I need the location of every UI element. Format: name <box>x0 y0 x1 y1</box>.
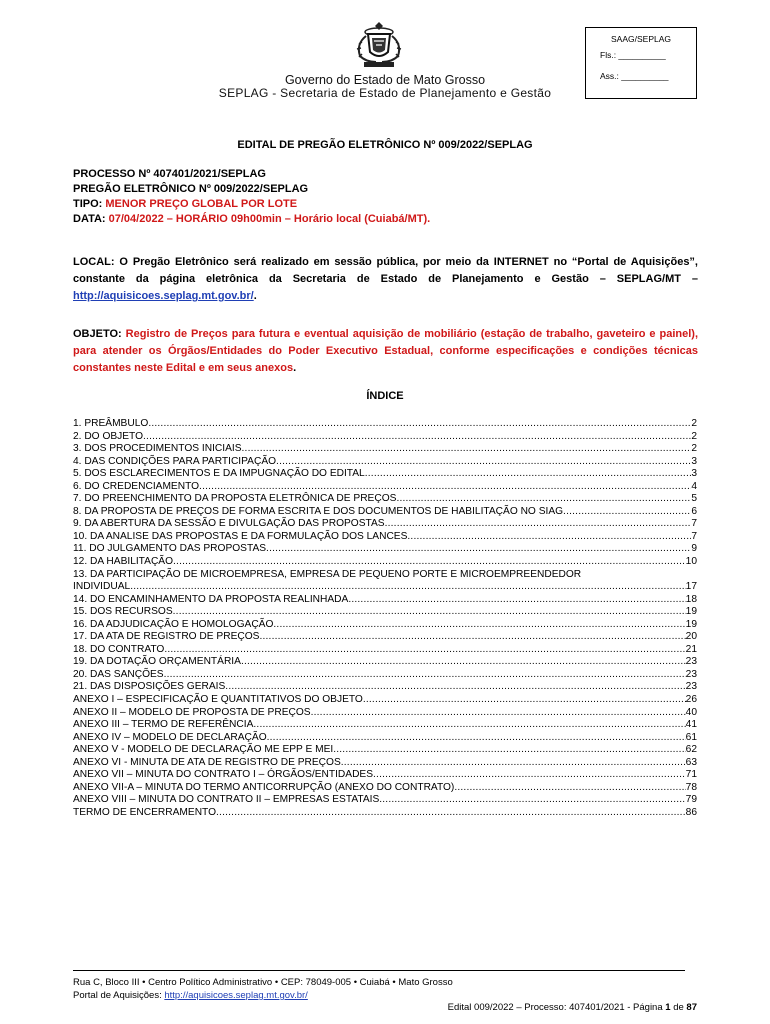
toc-item-label: ANEXO VI - MINUTA DE ATA DE REGISTRO DE PREÇOS <box>73 756 341 768</box>
toc-item[interactable] <box>73 707 697 720</box>
toc-item-page: 4 <box>691 480 697 492</box>
toc-item-page: 62 <box>685 744 697 756</box>
toc-item-page: 20 <box>685 631 697 643</box>
data-label: DATA: <box>73 213 109 225</box>
local-paragraph <box>73 254 698 305</box>
toc-leader-dots <box>266 543 691 556</box>
toc-item-label: 3. DOS PROCEDIMENTOS INICIAIS <box>73 443 242 455</box>
toc-item[interactable] <box>73 543 697 556</box>
toc-item-label: 12. DA HABILITAÇÃO <box>73 556 174 568</box>
toc-item-label: 2. DO OBJETO <box>73 430 144 442</box>
toc-item-label: 17. DA ATA DE REGISTRO DE PREÇOS <box>73 631 260 643</box>
toc-item-label: ANEXO III – TERMO DE REFERÊNCIA <box>73 719 254 731</box>
toc-item[interactable] <box>73 644 697 657</box>
toc-leader-dots <box>379 794 685 807</box>
toc-leader-dots <box>311 707 686 720</box>
toc-item-page: 78 <box>685 781 697 793</box>
toc-leader-dots <box>130 581 685 594</box>
toc-leader-dots <box>385 518 692 531</box>
toc-item-page: 23 <box>685 668 697 680</box>
data-value: 07/04/2022 – HORÁRIO 09h00min – Horário local (Cuiabá/MT). <box>108 213 431 225</box>
toc-item-label: 1. PREÂMBULO <box>73 418 149 429</box>
toc-leader-dots <box>259 631 685 644</box>
toc-leader-dots <box>365 468 692 481</box>
objeto-end: . <box>293 362 297 374</box>
objeto-text: Registro de Preços para futura e eventual aquisição de mobiliário (estação de trabalho, gaveteiro e painel), para atender os Órgãos/Entidades do Poder Executivo Estadual, conforme especificações e condições técnicas constantes neste Edital e em seus anexos <box>73 328 698 374</box>
toc-item-page: 7 <box>691 530 697 542</box>
toc-item[interactable] <box>73 656 697 669</box>
toc-item-label: 18. DO CONTRATO <box>73 643 165 655</box>
toc-item-page: 2 <box>691 418 697 429</box>
toc-item[interactable] <box>73 619 697 632</box>
tipo-line <box>73 197 430 212</box>
toc-item-prefix[interactable]: 13. DA PARTICIPAÇÃO DE MICROEMPRESA, EMPRESA DE PEQUENO PORTE E MICROEMPREENDEDOR <box>73 568 582 580</box>
toc-item-page: 40 <box>685 706 697 718</box>
toc-leader-dots <box>164 669 686 682</box>
toc-item[interactable] <box>73 782 697 795</box>
pregao-number: PREGÃO ELETRÔNICO Nº 009/2022/SEPLAG <box>73 183 309 195</box>
toc-leader-dots <box>407 531 691 544</box>
toc-item-page: 19 <box>685 618 697 630</box>
toc-item-page: 63 <box>685 756 697 768</box>
portal-link[interactable]: http://aquisicoes.seplag.mt.gov.br/ <box>73 290 254 302</box>
process-info-block <box>73 167 430 227</box>
footer-page-total: 87 <box>686 1002 697 1013</box>
toc-item[interactable] <box>73 443 697 456</box>
local-text: O Pregão Eletrônico será realizado em sessão pública, por meio da INTERNET no “Portal de Aquisições”, constante da página eletrônica da Secretaria de Estado de Planejamento e Gestão – SEPLAG/MT – <box>73 256 698 285</box>
toc-item-label: 20. DAS SANÇÕES <box>73 668 164 680</box>
toc-leader-dots <box>333 744 685 757</box>
toc-item-page: 19 <box>685 606 697 618</box>
toc-item-page: 21 <box>685 643 697 655</box>
tipo-value: MENOR PREÇO GLOBAL POR LOTE <box>105 198 298 210</box>
toc-item-label: ANEXO IV – MODELO DE DECLARAÇÃO <box>73 731 267 743</box>
toc-item[interactable] <box>73 719 697 732</box>
toc-item-label: ANEXO VII-A – MINUTA DO TERMO ANTICORRUPÇÃO (ANEXO DO CONTRATO) <box>73 781 455 793</box>
edital-title: EDITAL DE PREGÃO ELETRÔNICO Nº 009/2022/SEPLAG <box>237 139 533 151</box>
toc-item[interactable] <box>73 481 697 494</box>
toc-item-page: 71 <box>685 769 697 781</box>
toc-item[interactable] <box>73 518 697 531</box>
footer-address: Rua C, Bloco III • Centro Político Administrativo • CEP: 78049-005 • Cuiabá • Mato Grosso <box>73 977 453 988</box>
toc-item[interactable] <box>73 669 697 682</box>
toc-item[interactable] <box>73 493 697 506</box>
toc-leader-dots <box>341 757 686 770</box>
toc-item-page: 2 <box>691 430 697 442</box>
toc-leader-dots <box>241 656 686 669</box>
local-label: LOCAL: <box>73 256 115 268</box>
toc-item[interactable] <box>73 694 697 707</box>
footer-page-mid: de <box>670 1002 687 1013</box>
toc-item-page: 7 <box>691 518 697 530</box>
stamp-pages-field: Fls.: __________ <box>600 50 666 60</box>
toc-item[interactable] <box>73 581 697 594</box>
toc-item-page: 79 <box>685 794 697 806</box>
footer-page-current: 1 <box>665 1002 671 1013</box>
toc-item-page: 2 <box>691 443 697 455</box>
data-line <box>73 212 430 227</box>
toc-leader-dots <box>396 493 691 506</box>
toc-item-label: 14. DO ENCAMINHAMENTO DA PROPOSTA REALINHADA <box>73 593 349 605</box>
toc-item[interactable] <box>73 732 697 745</box>
toc-item-page: 3 <box>691 468 697 480</box>
toc-item-page: 23 <box>685 681 697 693</box>
toc-item[interactable] <box>73 418 697 431</box>
toc-leader-dots <box>148 418 691 431</box>
toc-item-label: TERMO DE ENCERRAMENTO <box>73 806 217 818</box>
toc-leader-dots <box>173 606 686 619</box>
toc-item-page: 86 <box>685 806 697 818</box>
toc-leader-dots <box>348 594 685 607</box>
toc-leader-dots <box>173 556 686 569</box>
toc-item-label: 7. DO PREENCHIMENTO DA PROPOSTA ELETRÔNICA DE PREÇOS <box>73 493 397 505</box>
government-title: Governo do Estado de Mato Grosso <box>284 73 486 87</box>
toc-item-label: ANEXO VIII – MINUTA DO CONTRATO II – EMPRESAS ESTATAIS <box>73 794 380 806</box>
footer-page-info <box>448 1002 697 1013</box>
toc-leader-dots <box>253 719 685 732</box>
toc-leader-dots <box>216 807 686 820</box>
toc-leader-dots <box>143 431 691 444</box>
toc-item[interactable] <box>73 594 697 607</box>
toc-item-label: 16. DA ADJUDICAÇÃO E HOMOLOGAÇÃO <box>73 618 274 630</box>
local-end: . <box>253 290 257 302</box>
footer-portal-label: Portal de Aquisições: <box>73 990 165 1001</box>
toc-item-page: 10 <box>685 556 697 568</box>
footer-portal <box>73 990 308 1001</box>
table-of-contents <box>73 418 697 820</box>
toc-leader-dots <box>363 694 686 707</box>
toc-item-page: 6 <box>691 505 697 517</box>
toc-item-label: 6. DO CREDENCIAMENTO <box>73 480 200 492</box>
toc-leader-dots <box>454 782 685 795</box>
toc-item-page: 5 <box>691 493 697 505</box>
toc-item-page: 41 <box>685 719 697 731</box>
toc-item-label: 21. DAS DISPOSIÇÕES GERAIS <box>73 681 226 693</box>
toc-item[interactable] <box>73 606 697 619</box>
secretariat-subtitle: SEPLAG - Secretaria de Estado de Planejamento e Gestão <box>218 86 552 100</box>
toc-leader-dots <box>267 732 686 745</box>
toc-item-label: 9. DA ABERTURA DA SESSÃO E DIVULGAÇÃO DAS PROPOSTAS <box>73 518 385 530</box>
toc-leader-dots <box>373 769 686 782</box>
stamp-signature-field: Ass.: __________ <box>600 71 669 81</box>
toc-item-label: ANEXO V - MODELO DE DECLARAÇÃO ME EPP E MEI <box>73 744 334 756</box>
index-title: ÍNDICE <box>366 390 404 402</box>
footer-page-prefix: Edital 009/2022 – Processo: 407401/2021 - Página <box>447 1002 666 1013</box>
objeto-label: OBJETO: <box>73 328 122 340</box>
toc-item[interactable] <box>73 757 697 770</box>
toc-item-label: 19. DA DOTAÇÃO ORÇAMENTÁRIA <box>73 656 241 668</box>
process-number: PROCESSO Nº 407401/2021/SEPLAG <box>73 168 266 180</box>
toc-item-label: 11. DO JULGAMENTO DAS PROPOSTAS <box>73 543 267 555</box>
toc-item-page: 17 <box>685 581 697 593</box>
toc-leader-dots <box>273 619 685 632</box>
toc-item-page: 9 <box>691 543 697 555</box>
toc-item[interactable] <box>73 531 697 544</box>
objeto-paragraph <box>73 326 698 377</box>
toc-item-label: INDIVIDUAL <box>73 581 131 593</box>
toc-item[interactable] <box>73 681 697 694</box>
toc-item-label: ANEXO I – ESPECIFICAÇÃO E QUANTITATIVOS DO OBJETO <box>73 694 363 706</box>
toc-item-page: 61 <box>685 731 697 743</box>
toc-item-label: 8. DA PROPOSTA DE PREÇOS DE FORMA ESCRITA E DOS DOCUMENTOS DE HABILITAÇÃO NO SIAG <box>73 505 564 517</box>
toc-item[interactable] <box>73 769 697 782</box>
toc-item[interactable] <box>73 807 697 820</box>
toc-item[interactable] <box>73 456 697 469</box>
toc-item-label: ANEXO II – MODELO DE PROPOSTA DE PREÇOS <box>73 706 311 718</box>
toc-item-label: 4. DAS CONDIÇÕES PARA PARTICIPAÇÃO <box>73 455 277 467</box>
toc-item[interactable] <box>73 468 697 481</box>
toc-item[interactable] <box>73 506 697 519</box>
toc-item[interactable] <box>73 556 697 569</box>
footer-divider <box>73 970 685 971</box>
toc-leader-dots <box>225 681 685 694</box>
state-coat-of-arms-icon <box>352 20 406 70</box>
footer-portal-link[interactable]: http://aquisicoes.seplag.mt.gov.br/ <box>164 990 308 1001</box>
toc-item-label: ANEXO VII – MINUTA DO CONTRATO I – ÓRGÃOS/ENTIDADES <box>73 769 374 781</box>
toc-leader-dots <box>242 443 692 456</box>
toc-item[interactable] <box>73 744 697 757</box>
protocol-stamp-box <box>585 27 697 99</box>
stamp-title: SAAG/SEPLAG <box>611 34 671 44</box>
toc-item[interactable] <box>73 631 697 644</box>
toc-item-page: 3 <box>691 455 697 467</box>
toc-leader-dots <box>199 481 691 494</box>
toc-item[interactable] <box>73 794 697 807</box>
toc-item[interactable] <box>73 431 697 444</box>
toc-leader-dots <box>563 506 691 519</box>
toc-item-page: 18 <box>685 593 697 605</box>
toc-item-page: 26 <box>685 694 697 706</box>
toc-leader-dots <box>276 456 691 469</box>
tipo-label: TIPO: <box>73 198 106 210</box>
toc-item-label: 15. DOS RECURSOS <box>73 606 173 618</box>
toc-item-page: 23 <box>685 656 697 668</box>
toc-leader-dots <box>164 644 685 657</box>
toc-item-label: 5. DOS ESCLARECIMENTOS E DA IMPUGNAÇÃO DO EDITAL <box>73 468 365 480</box>
toc-item-label: 10. DA ANALISE DAS PROPOSTAS E DA FORMULAÇÃO DOS LANCES <box>73 530 408 542</box>
